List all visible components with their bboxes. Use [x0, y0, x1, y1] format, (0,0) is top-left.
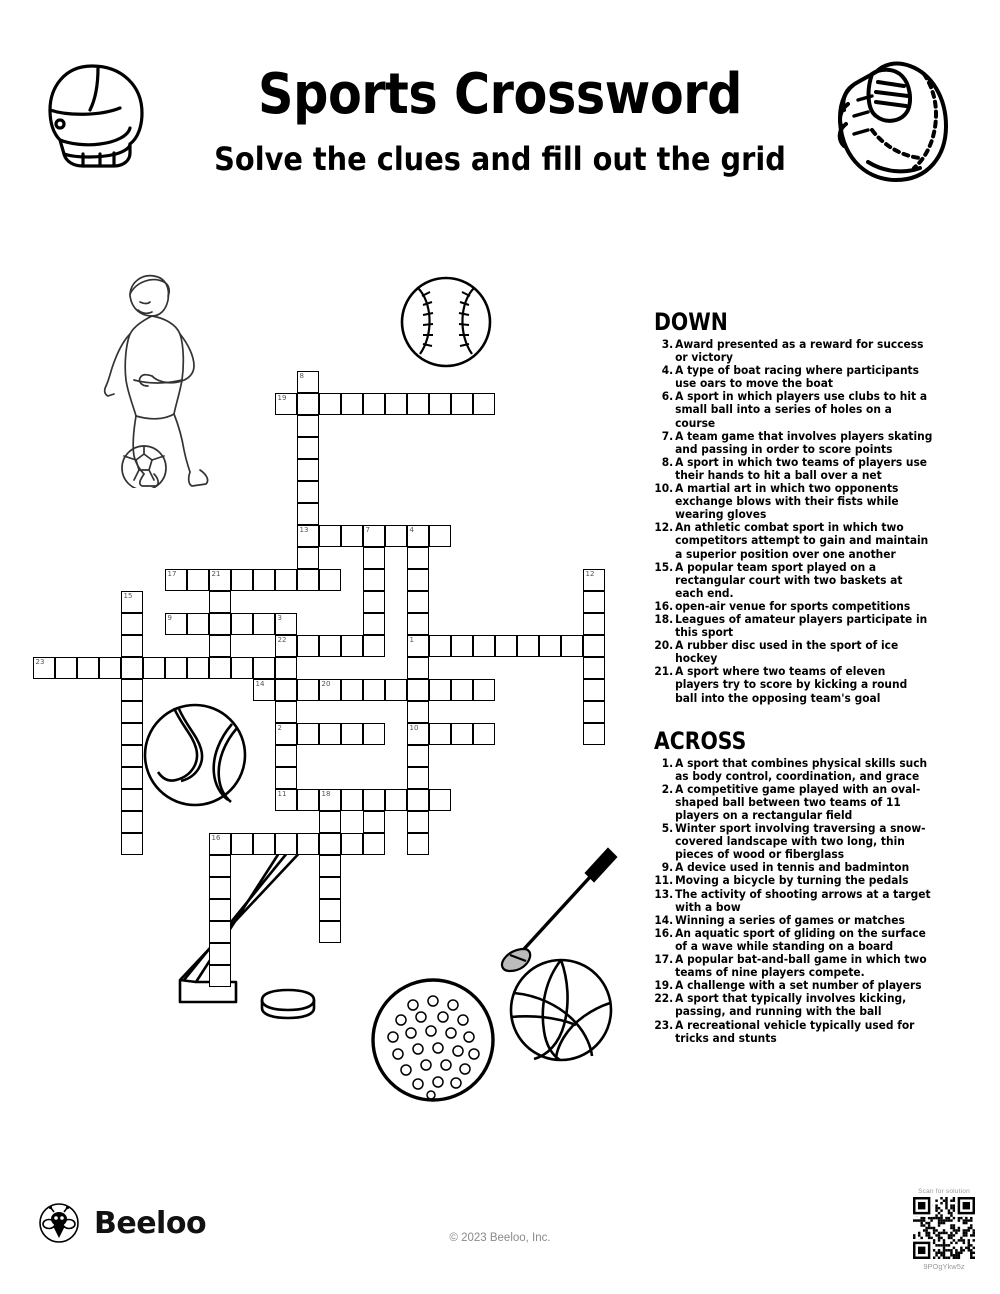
- crossword-cell[interactable]: [297, 415, 319, 437]
- clues-panel: [654, 308, 944, 1045]
- qr-id-text: 9POgYkw5z: [923, 1262, 965, 1271]
- crossword-cell[interactable]: [341, 635, 363, 657]
- clue-text: A sport in which players use clubs to hit a small ball into a series of holes on a course: [675, 390, 928, 430]
- crossword-cell[interactable]: [319, 921, 341, 943]
- across-heading: ACROSS: [654, 726, 747, 755]
- cell-number: 1: [409, 636, 414, 644]
- down-clue-21: [654, 665, 932, 704]
- cell-number: 20: [321, 680, 331, 688]
- crossword-cell[interactable]: [275, 679, 297, 701]
- crossword-cell[interactable]: [121, 745, 143, 767]
- crossword-cell[interactable]: [583, 679, 605, 701]
- crossword-cell[interactable]: [275, 767, 297, 789]
- crossword-cell[interactable]: [407, 591, 429, 613]
- crossword-cell[interactable]: [275, 701, 297, 723]
- cell-number: 23: [35, 658, 45, 666]
- crossword-cell[interactable]: [297, 635, 319, 657]
- crossword-cell[interactable]: [297, 547, 319, 569]
- crossword-cell[interactable]: [319, 525, 341, 547]
- crossword-cell[interactable]: [275, 745, 297, 767]
- clue-number: 3.: [661, 338, 674, 351]
- cell-number: 18: [321, 790, 331, 798]
- crossword-cell[interactable]: [583, 613, 605, 635]
- down-clue-6: [654, 390, 932, 429]
- clue-text: A challenge with a set number of players: [675, 979, 922, 993]
- crossword-cell[interactable]: [407, 701, 429, 723]
- crossword-cell[interactable]: [341, 833, 363, 855]
- clue-text: Award presented as a reward for success or victory: [675, 338, 924, 365]
- crossword-cell[interactable]: [429, 679, 451, 701]
- crossword-cell[interactable]: [583, 723, 605, 745]
- cell-number: 15: [123, 592, 133, 600]
- down-clue-list: [654, 338, 944, 705]
- clue-text: A recreational vehicle typically used for tricks and stunts: [675, 1018, 915, 1045]
- clue-text: A popular bat-and-ball game in which two teams of nine players compete.: [675, 953, 927, 980]
- cell-number: 13: [299, 526, 309, 534]
- crossword-cell[interactable]: [583, 591, 605, 613]
- crossword-cell[interactable]: [231, 657, 253, 679]
- clue-text: Winning a series of games or matches: [675, 913, 905, 927]
- crossword-cell[interactable]: [319, 393, 341, 415]
- crossword-cell[interactable]: [121, 701, 143, 723]
- clue-number: 6.: [661, 390, 674, 404]
- across-clue-11: [654, 874, 932, 887]
- crossword-cell[interactable]: [297, 833, 319, 855]
- clue-text: open-air venue for sports competitions: [675, 599, 911, 613]
- crossword-cell[interactable]: [407, 811, 429, 833]
- crossword-cell[interactable]: [121, 811, 143, 833]
- crossword-cell[interactable]: [121, 613, 143, 635]
- clue-number: 11.: [654, 874, 674, 888]
- crossword-cell[interactable]: [407, 767, 429, 789]
- crossword-cell[interactable]: [297, 481, 319, 503]
- cell-number: 16: [211, 834, 221, 842]
- crossword-cell[interactable]: [319, 833, 341, 855]
- across-clue-2: [654, 783, 932, 822]
- clue-number: 23.: [654, 1018, 674, 1032]
- crossword-cell[interactable]: [473, 635, 495, 657]
- crossword-cell[interactable]: [209, 943, 231, 965]
- crossword-cell[interactable]: [253, 613, 275, 635]
- crossword-cell[interactable]: [451, 393, 473, 415]
- clue-text: Moving a bicycle by turning the pedals: [675, 874, 909, 888]
- crossword-cell[interactable]: [385, 679, 407, 701]
- clue-number: 21.: [654, 665, 674, 679]
- cell-number: 7: [365, 526, 370, 534]
- page-footer: [0, 1180, 1000, 1294]
- crossword-cell[interactable]: [275, 833, 297, 855]
- crossword-cell[interactable]: [407, 745, 429, 767]
- crossword-cell[interactable]: [385, 789, 407, 811]
- crossword-cell[interactable]: [429, 635, 451, 657]
- crossword-cell[interactable]: [297, 525, 319, 547]
- crossword-cell[interactable]: [165, 569, 187, 591]
- down-clue-18: [654, 613, 932, 639]
- down-clue-12: [654, 521, 932, 560]
- crossword-cell[interactable]: [429, 393, 451, 415]
- clue-text: A sport that combines physical skills such as body control, coordination, and grace: [675, 756, 928, 783]
- crossword-cell[interactable]: [231, 833, 253, 855]
- crossword-cell[interactable]: [275, 569, 297, 591]
- crossword-cell[interactable]: [209, 833, 231, 855]
- crossword-cell[interactable]: [253, 657, 275, 679]
- cell-number: 22: [277, 636, 287, 644]
- crossword-cell[interactable]: [297, 679, 319, 701]
- crossword-cell[interactable]: [99, 657, 121, 679]
- crossword-cell[interactable]: [583, 657, 605, 679]
- crossword-cell[interactable]: [385, 525, 407, 547]
- crossword-cell[interactable]: [473, 393, 495, 415]
- clue-text: An athletic combat sport in which two competitors attempt to gain and maintain a superior position over one another: [675, 521, 929, 561]
- crossword-cell[interactable]: [363, 547, 385, 569]
- down-heading: DOWN: [654, 308, 728, 336]
- clue-text: A sport where two teams of eleven players try to score by kicking a round ball into the opposing team's goal: [675, 665, 908, 705]
- crossword-cell[interactable]: [275, 723, 297, 745]
- crossword-cell[interactable]: [319, 899, 341, 921]
- crossword-cell[interactable]: [341, 525, 363, 547]
- cell-number: 14: [255, 680, 265, 688]
- crossword-cell[interactable]: [121, 679, 143, 701]
- crossword-cell[interactable]: [253, 833, 275, 855]
- clue-text: A type of boat racing where participants use oars to move the boat: [675, 364, 919, 391]
- clue-number: 14.: [654, 913, 674, 927]
- down-clue-8: [654, 456, 932, 482]
- down-clue-10: [654, 482, 932, 521]
- crossword-cell[interactable]: [363, 789, 385, 811]
- crossword-cell[interactable]: [55, 657, 77, 679]
- across-clue-16: [654, 927, 932, 953]
- crossword-cell[interactable]: [407, 547, 429, 569]
- page-title: Sports Crossword: [258, 62, 742, 127]
- crossword-cell[interactable]: [407, 833, 429, 855]
- clue-number: 5.: [661, 822, 674, 836]
- crossword-cell[interactable]: [451, 635, 473, 657]
- cell-number: 10: [409, 724, 419, 732]
- baseball-glove-icon: [828, 52, 958, 197]
- down-clue-7: [654, 430, 932, 456]
- crossword-cell[interactable]: [253, 679, 275, 701]
- crossword-cell[interactable]: [407, 613, 429, 635]
- clue-text: A device used in tennis and badminton: [675, 861, 910, 875]
- crossword-cell[interactable]: [275, 657, 297, 679]
- crossword-cell[interactable]: [451, 679, 473, 701]
- crossword-cell[interactable]: [583, 569, 605, 591]
- clue-number: 1.: [661, 756, 674, 770]
- clue-number: 4.: [661, 364, 674, 378]
- clue-number: 8.: [661, 455, 674, 469]
- crossword-cell[interactable]: [121, 635, 143, 657]
- qr-code-image[interactable]: [913, 1197, 975, 1259]
- crossword-cell[interactable]: [319, 877, 341, 899]
- crossword-cell[interactable]: [407, 657, 429, 679]
- crossword-cell[interactable]: [363, 591, 385, 613]
- crossword-cell[interactable]: [407, 525, 429, 547]
- crossword-cell[interactable]: [473, 679, 495, 701]
- cell-number: 2: [277, 724, 282, 732]
- crossword-cell[interactable]: [517, 635, 539, 657]
- across-clue-5: [654, 822, 932, 861]
- clue-number: 20.: [654, 639, 674, 653]
- crossword-cell[interactable]: [297, 437, 319, 459]
- crossword-cell[interactable]: [297, 723, 319, 745]
- clue-text: An aquatic sport of gliding on the surface of a wave while standing on a board: [675, 926, 926, 953]
- crossword-cell[interactable]: [407, 635, 429, 657]
- crossword-cell[interactable]: [341, 723, 363, 745]
- crossword-cell[interactable]: [363, 569, 385, 591]
- crossword-cell[interactable]: [341, 679, 363, 701]
- clue-number: 16.: [654, 926, 674, 940]
- qr-caption: Scan for solution: [918, 1188, 970, 1195]
- crossword-cell[interactable]: [209, 899, 231, 921]
- crossword-cell[interactable]: [319, 679, 341, 701]
- cell-number: 3: [277, 614, 282, 622]
- crossword-cell[interactable]: [407, 569, 429, 591]
- clue-text: A martial art in which two opponents exchange blows with their fists while wearing gloves: [675, 482, 899, 522]
- cell-number: 17: [167, 570, 177, 578]
- clue-text: A sport in which two teams of players use their hands to hit a ball over a net: [675, 455, 928, 482]
- crossword-cell[interactable]: [275, 393, 297, 415]
- cell-number: 4: [409, 526, 414, 534]
- crossword-cell[interactable]: [297, 569, 319, 591]
- crossword-cell[interactable]: [407, 789, 429, 811]
- crossword-cell[interactable]: [187, 613, 209, 635]
- crossword-cell[interactable]: [121, 767, 143, 789]
- crossword-cell[interactable]: [77, 657, 99, 679]
- crossword-cell[interactable]: [209, 569, 231, 591]
- crossword-cell[interactable]: [121, 833, 143, 855]
- across-clue-14: [654, 914, 932, 927]
- cell-number: 12: [585, 570, 595, 578]
- crossword-cell[interactable]: [319, 811, 341, 833]
- crossword-cell[interactable]: [363, 811, 385, 833]
- cell-number: 11: [277, 790, 287, 798]
- crossword-cell[interactable]: [187, 657, 209, 679]
- crossword-cell[interactable]: [187, 569, 209, 591]
- crossword-cell[interactable]: [341, 789, 363, 811]
- crossword-cell[interactable]: [209, 921, 231, 943]
- clue-text: Leagues of amateur players participate in this sport: [675, 612, 928, 640]
- brand-name: Beeloo: [94, 1205, 207, 1241]
- cell-number: 9: [167, 614, 172, 622]
- crossword-cell[interactable]: [363, 393, 385, 415]
- crossword-cell[interactable]: [341, 393, 363, 415]
- clue-text: A popular team sport played on a rectangular court with two baskets at each end.: [675, 560, 903, 600]
- crossword-cell[interactable]: [495, 635, 517, 657]
- clue-number: 2.: [661, 782, 674, 796]
- crossword-cell[interactable]: [451, 723, 473, 745]
- crossword-cell[interactable]: [363, 525, 385, 547]
- crossword-cell[interactable]: [363, 635, 385, 657]
- crossword-cell[interactable]: [539, 635, 561, 657]
- crossword-cell[interactable]: [319, 569, 341, 591]
- qr-solution-block[interactable]: [908, 1188, 980, 1271]
- crossword-cell[interactable]: [473, 723, 495, 745]
- crossword-cell[interactable]: [231, 569, 253, 591]
- crossword-cell[interactable]: [407, 723, 429, 745]
- crossword-cell[interactable]: [209, 635, 231, 657]
- crossword-cell[interactable]: [275, 613, 297, 635]
- clue-number: 12.: [654, 521, 674, 535]
- crossword-cell[interactable]: [209, 877, 231, 899]
- crossword-cell[interactable]: [253, 569, 275, 591]
- down-clue-16: [654, 600, 932, 613]
- crossword-cell[interactable]: [363, 833, 385, 855]
- clue-number: 19.: [654, 979, 674, 993]
- clue-number: 13.: [654, 887, 674, 901]
- clue-text: A team game that involves players skating and passing in order to score points: [675, 429, 933, 456]
- crossword-cell[interactable]: [121, 657, 143, 679]
- crossword-cell[interactable]: [209, 965, 231, 987]
- crossword-cell[interactable]: [297, 503, 319, 525]
- crossword-cell[interactable]: [121, 789, 143, 811]
- crossword-cell[interactable]: [297, 393, 319, 415]
- crossword-cell[interactable]: [583, 635, 605, 657]
- crossword-cell[interactable]: [363, 723, 385, 745]
- across-clue-22: [654, 992, 932, 1018]
- crossword-cell[interactable]: [319, 723, 341, 745]
- crossword-cell[interactable]: [319, 855, 341, 877]
- clue-text: Winter sport involving traversing a snow-covered landscape with two long, thin pieces of wood or fiberglass: [675, 822, 926, 862]
- clue-text: A competitive game played with an oval-shaped ball between two teams of 11 players on a rectangular field: [675, 782, 921, 822]
- crossword-cell[interactable]: [297, 459, 319, 481]
- across-clue-17: [654, 953, 932, 979]
- clue-text: A rubber disc used in the sport of ice hockey: [675, 639, 899, 666]
- clue-text: A sport that typically involves kicking, passing, and running with the ball: [675, 992, 907, 1019]
- crossword-cell[interactable]: [385, 393, 407, 415]
- crossword-cell[interactable]: [165, 613, 187, 635]
- across-clue-list: [654, 757, 944, 1045]
- crossword-cell[interactable]: [561, 635, 583, 657]
- crossword-cell[interactable]: [429, 789, 451, 811]
- crossword-cell[interactable]: [429, 723, 451, 745]
- crossword-cell[interactable]: [275, 789, 297, 811]
- page-subtitle: Solve the clues and fill out the grid: [214, 140, 786, 178]
- crossword-cell[interactable]: [209, 855, 231, 877]
- clue-text: The activity of shooting arrows at a target with a bow: [675, 887, 931, 914]
- crossword-cell[interactable]: [583, 701, 605, 723]
- cell-number: 19: [277, 394, 287, 402]
- crossword-cell[interactable]: [209, 591, 231, 613]
- across-clue-23: [654, 1019, 932, 1045]
- crossword-cell[interactable]: [407, 393, 429, 415]
- clue-number: 22.: [654, 992, 674, 1006]
- clue-number: 9.: [661, 861, 674, 875]
- crossword-cell[interactable]: [297, 789, 319, 811]
- down-clue-20: [654, 639, 932, 665]
- crossword-cell[interactable]: [407, 679, 429, 701]
- clue-number: 7.: [661, 429, 674, 443]
- crossword-cell[interactable]: [143, 657, 165, 679]
- down-clue-4: [654, 364, 932, 390]
- across-clue-1: [654, 757, 932, 783]
- across-clue-9: [654, 861, 932, 874]
- clue-number: 15.: [654, 560, 674, 574]
- crossword-cell[interactable]: [121, 723, 143, 745]
- clue-number: 10.: [654, 482, 674, 496]
- crossword-cell[interactable]: [33, 657, 55, 679]
- across-clue-13: [654, 888, 932, 914]
- crossword-cell[interactable]: [429, 525, 451, 547]
- crossword-cell[interactable]: [319, 635, 341, 657]
- clue-number: 17.: [654, 953, 674, 967]
- crossword-cell[interactable]: [121, 591, 143, 613]
- cell-number: 21: [211, 570, 221, 578]
- copyright-text: © 2023 Beeloo, Inc.: [449, 1232, 551, 1244]
- clue-number: 18.: [654, 612, 674, 626]
- down-clue-15: [654, 561, 932, 600]
- crossword-cell[interactable]: [363, 679, 385, 701]
- crossword-cell[interactable]: [231, 613, 253, 635]
- crossword-cell[interactable]: [165, 657, 187, 679]
- crossword-cell[interactable]: [297, 371, 319, 393]
- crossword-cell[interactable]: [319, 789, 341, 811]
- clue-number: 16.: [654, 599, 674, 613]
- cell-number: 8: [299, 372, 304, 380]
- crossword-cell[interactable]: [209, 613, 231, 635]
- crossword-cell[interactable]: [275, 635, 297, 657]
- crossword-cell[interactable]: [363, 613, 385, 635]
- down-clue-3: [654, 338, 932, 364]
- crossword-cell[interactable]: [209, 657, 231, 679]
- across-clue-19: [654, 979, 932, 992]
